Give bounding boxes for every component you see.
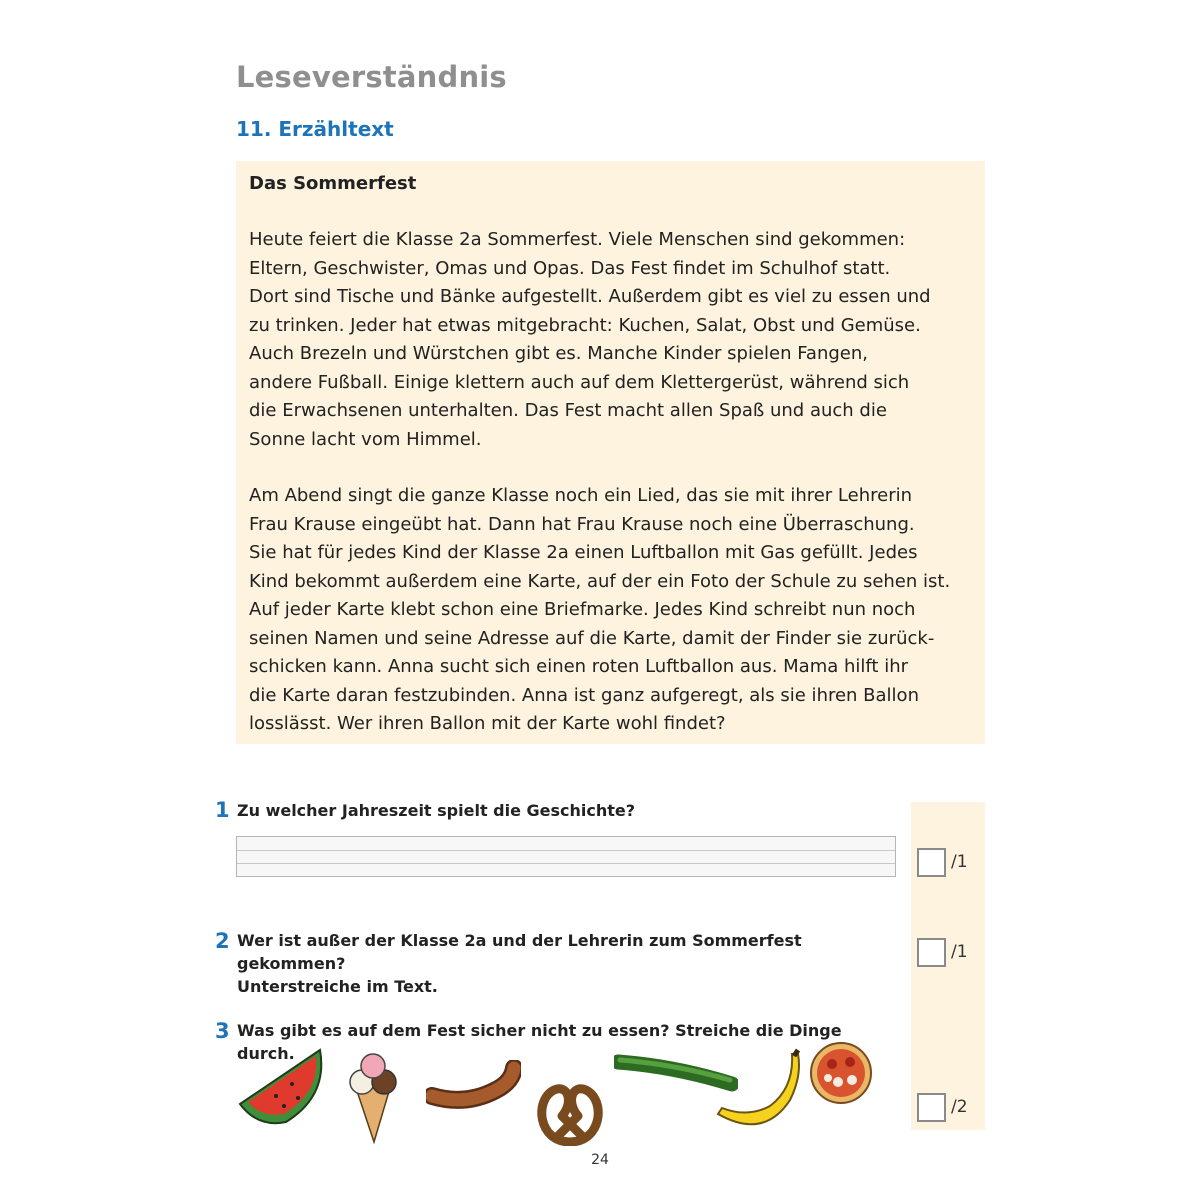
section-title: Leseverständnis	[236, 60, 507, 94]
banana-icon[interactable]	[714, 1048, 814, 1136]
pizza-icon[interactable]	[808, 1040, 874, 1106]
page-number: 24	[591, 1152, 609, 1168]
question-3-number: 3	[215, 1019, 230, 1043]
story-paragraph-2: Am Abend singt die ganze Klasse noch ein Lied, das sie mit ihrer Lehrerin Frau Krause eingeübt hat. Dann hat Frau Krause noch eine Überraschung. Sie hat für jedes Kind der Klasse 2a einen Luftballon mit Gas gefüllt. Jedes Kind bekommt außerdem eine Karte, auf der ein Foto der Schule zu sehen ist. Auf jeder Karte klebt schon eine Briefmarke. Jedes Kind schreibt nun noch seinen Namen und seine Adresse auf die Karte, damit der Finder sie zurück- schicken kann. Anna sucht sich einen roten Luftballon aus. Mama hilft ihr die Karte daran festzubinden. Anna ist ganz aufgeregt, als sie ihren Ballon losslässt. Wer ihren Ballon mit der Karte wohl findet?	[249, 485, 951, 734]
pretzel-icon[interactable]	[532, 1076, 608, 1146]
sausage-icon[interactable]	[426, 1060, 521, 1110]
food-illustrations	[236, 1040, 896, 1150]
answer-lines[interactable]	[236, 836, 896, 877]
score-label-1: /1	[951, 852, 968, 872]
question-2-text: Wer ist außer der Klasse 2a und der Lehrerin zum Sommerfest gekommen? Unterstreiche im Text.	[237, 931, 802, 996]
ice-cream-icon[interactable]	[344, 1052, 402, 1144]
question-1-number: 1	[215, 798, 230, 822]
story-box	[236, 161, 985, 744]
score-label-3: /2	[951, 1097, 968, 1117]
story-title: Das Sommerfest	[249, 173, 417, 194]
question-1-text: Zu welcher Jahreszeit spielt die Geschichte?	[237, 801, 636, 820]
watermelon-icon[interactable]	[236, 1046, 326, 1128]
exercise-title: 11. Erzähltext	[236, 117, 394, 141]
question-2-number: 2	[215, 929, 230, 953]
score-label-2: /1	[951, 942, 968, 962]
score-box-3[interactable]	[917, 1093, 946, 1122]
question-3-text: Was gibt es auf dem Fest sicher nicht zu essen? Streiche die Dinge durch.	[237, 1021, 842, 1063]
story-paragraph-1: Heute feiert die Klasse 2a Sommerfest. Viele Menschen sind gekommen: Eltern, Geschwister, Omas und Opas. Das Fest findet im Schulhof statt. Dort sind Tische und Bänke aufgestellt. Außerdem gibt es viel zu essen und zu trinken. Jeder hat etwas mitgebracht: Kuchen, Salat, Obst und Gemüse. Auch Brezeln und Würstchen gibt es. Manche Kinder spielen Fangen, andere Fußball. Einige klettern auch auf dem Klettergerüst, während sich die Erwachsenen unterhalten. Das Fest macht allen Spaß und auch die Sonne lacht vom Himmel.	[249, 229, 931, 450]
score-box-2[interactable]	[917, 938, 946, 967]
score-box-1[interactable]	[917, 848, 946, 877]
